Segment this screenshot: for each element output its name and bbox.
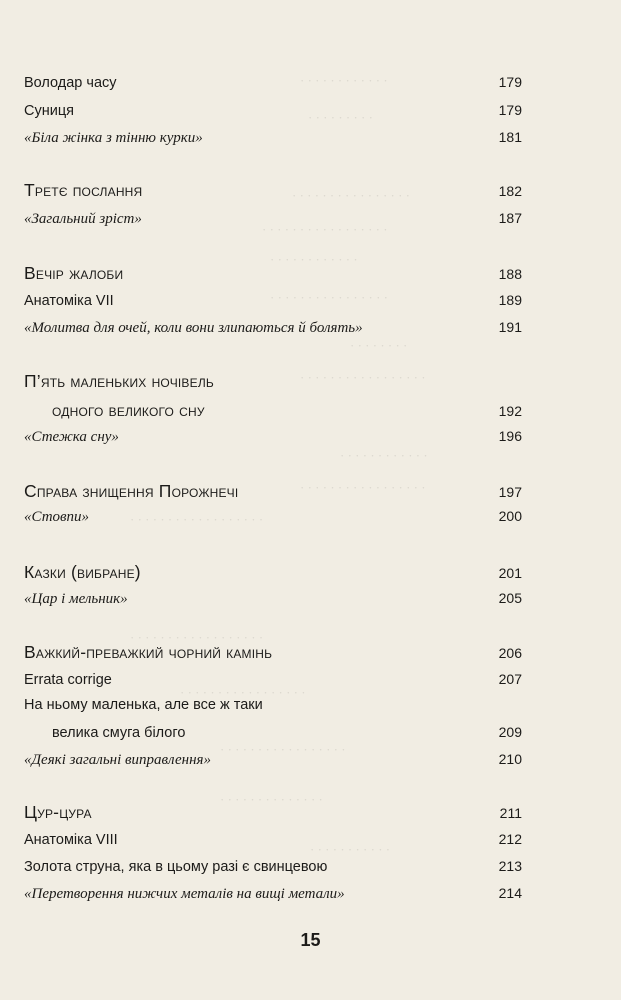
entry-title: Казки (вибране) — [24, 562, 141, 582]
toc-entry — [24, 129, 522, 147]
entry-title: «Стежка сну» — [24, 429, 119, 445]
entry-page: 206 — [498, 645, 522, 661]
toc-entry — [24, 180, 522, 201]
page-number: 15 — [300, 930, 321, 950]
toc-entry — [24, 481, 522, 502]
toc-entry — [24, 210, 522, 228]
entry-page: 212 — [498, 831, 522, 847]
toc-entry — [24, 371, 522, 392]
entry-page: 189 — [498, 292, 522, 308]
entry-title: Анатоміка VIII — [24, 832, 118, 848]
entry-title: велика смуга білого — [52, 725, 186, 741]
toc-entry — [24, 428, 522, 446]
toc-entry-continuation — [52, 400, 522, 421]
entry-page: 181 — [498, 129, 522, 145]
toc-entry — [24, 508, 522, 526]
entry-title: Важкий-преважкий чорний камінь — [24, 642, 273, 662]
entry-page: 211 — [499, 805, 522, 821]
entry-title: П’ять маленьких ночівель — [24, 371, 214, 391]
toc-entry — [24, 102, 522, 119]
entry-page: 200 — [498, 508, 522, 524]
entry-title: «Деякі загальні виправлення» — [24, 752, 211, 768]
entry-title: Золота струна, яка в цьому разі є свинцевою — [24, 859, 328, 875]
entry-title: «Стовпи» — [24, 509, 90, 525]
entry-page: 179 — [498, 74, 522, 90]
entry-title: «Молитва для очей, коли вони злипаються й болять» — [24, 320, 363, 336]
entry-page: 213 — [498, 858, 522, 874]
entry-title: «Перетворення нижчих металів на вищі метали» — [24, 886, 345, 902]
toc-entry — [24, 263, 522, 284]
entry-title: Суниця — [24, 103, 74, 119]
entry-title: Цур-цура — [24, 802, 92, 822]
entry-title: Errata corrige — [24, 672, 112, 688]
entry-title: Справа знищення Порожнечі — [24, 481, 239, 501]
entry-title: Третє послання — [24, 180, 143, 200]
toc-entry — [24, 858, 522, 875]
entry-title: На ньому маленька, але все ж таки — [24, 697, 263, 713]
entry-title: Володар часу — [24, 75, 117, 91]
toc-entry — [24, 671, 522, 688]
entry-page: 191 — [498, 319, 522, 335]
entry-page: 197 — [498, 484, 522, 500]
toc-entry — [24, 802, 522, 823]
entry-title: одного великого сну — [52, 400, 205, 420]
entry-page: 209 — [498, 724, 522, 740]
bleed-through-text: · · · · · · · · · · · · · · · · · · · · · · · · · · · · · · · · · · · · · · · · · · · · · · · · · · · · · · · · · · · · · · · · · · · · · · · · · · · · · · · · · · · · · · · · · · · · · · · · · · · · · · · · · · · · · · · · · · · · · · · · · · · · · · · · · · · · · · · · · · · · · · · · · · · · · · · · · · · · · · · · · · · · · · · · · · · · · · · · · · · · · · · · · · · · · · · · · · · · · · · · · · · · · · · · · · · · · · · · · · · · · · · · · · · · · · · — [130, 73, 428, 857]
entry-page: 179 — [498, 102, 522, 118]
entry-page: 210 — [498, 751, 522, 767]
toc-entry — [24, 697, 522, 713]
toc-entry-continuation — [52, 724, 522, 741]
toc-entry — [24, 751, 522, 769]
entry-page: 196 — [498, 428, 522, 444]
entry-page: 188 — [498, 266, 522, 282]
entry-title: Вечір жалоби — [24, 263, 124, 283]
toc-entry — [24, 885, 522, 903]
entry-page: 201 — [498, 565, 522, 581]
entry-title: Анатоміка VII — [24, 293, 114, 309]
entry-page: 192 — [498, 403, 522, 419]
toc-entry — [24, 642, 522, 663]
entry-page: 214 — [498, 885, 522, 901]
toc-entry — [24, 319, 522, 337]
entry-page: 207 — [498, 671, 522, 687]
toc-entry — [24, 590, 522, 608]
entry-page: 187 — [498, 210, 522, 226]
toc-entry — [24, 292, 522, 309]
entry-title: «Загальний зріст» — [24, 211, 142, 227]
entry-title: «Цар і мельник» — [24, 591, 128, 607]
entry-page: 182 — [498, 183, 522, 199]
toc-entry — [24, 831, 522, 848]
entry-page: 205 — [498, 590, 522, 606]
toc-entry — [24, 74, 522, 91]
toc-entry — [24, 562, 522, 583]
entry-title: «Біла жінка з тінню курки» — [24, 130, 203, 146]
